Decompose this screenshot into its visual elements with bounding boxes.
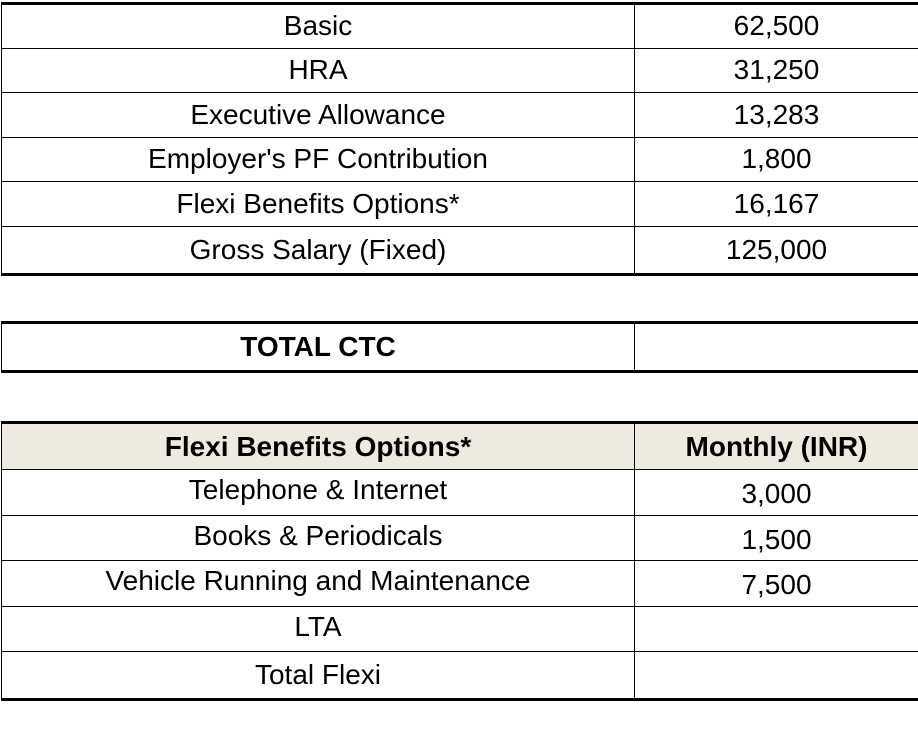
component-value: 13,283 [635,93,918,138]
total-ctc-row [2,323,918,372]
flexi-header-label: Flexi Benefits Options* [2,423,635,470]
gross-salary-label: Gross Salary (Fixed) [2,226,635,274]
component-value: 31,250 [635,48,918,93]
component-value: 1,800 [635,137,918,182]
table-row [2,93,918,138]
component-value: 62,500 [635,4,918,49]
table-row [2,137,918,182]
table-row [2,4,918,49]
total-ctc-table [1,321,918,373]
component-label: Employer's PF Contribution [2,137,635,182]
component-value: 16,167 [635,182,918,227]
flexi-header-value: Monthly (INR) [635,423,918,470]
component-label: Executive Allowance [2,93,635,138]
total-flexi-row [2,652,918,700]
component-label: Flexi Benefits Options* [2,182,635,227]
total-flexi-value [635,652,918,700]
table-row [2,182,918,227]
flexi-label: Telephone & Internet [2,470,635,516]
salary-components-table [1,2,918,276]
table-row [2,470,918,516]
flexi-benefits-table [1,421,918,701]
flexi-label: Books & Periodicals [2,515,635,561]
table-row [2,515,918,561]
component-label: HRA [2,48,635,93]
gross-salary-value: 125,000 [635,226,918,274]
total-flexi-label: Total Flexi [2,652,635,700]
table-row [2,48,918,93]
gross-salary-row [2,226,918,274]
flexi-value [635,606,918,652]
flexi-header-row [2,423,918,470]
flexi-value: 7,500 [635,561,918,607]
component-label: Basic [2,4,635,49]
flexi-value: 3,000 [635,470,918,516]
total-ctc-label: TOTAL CTC [2,323,635,372]
flexi-label: Vehicle Running and Maintenance [2,561,635,607]
table-row [2,561,918,607]
flexi-label: LTA [2,606,635,652]
table-row [2,606,918,652]
flexi-value: 1,500 [635,515,918,561]
total-ctc-value [635,323,918,372]
